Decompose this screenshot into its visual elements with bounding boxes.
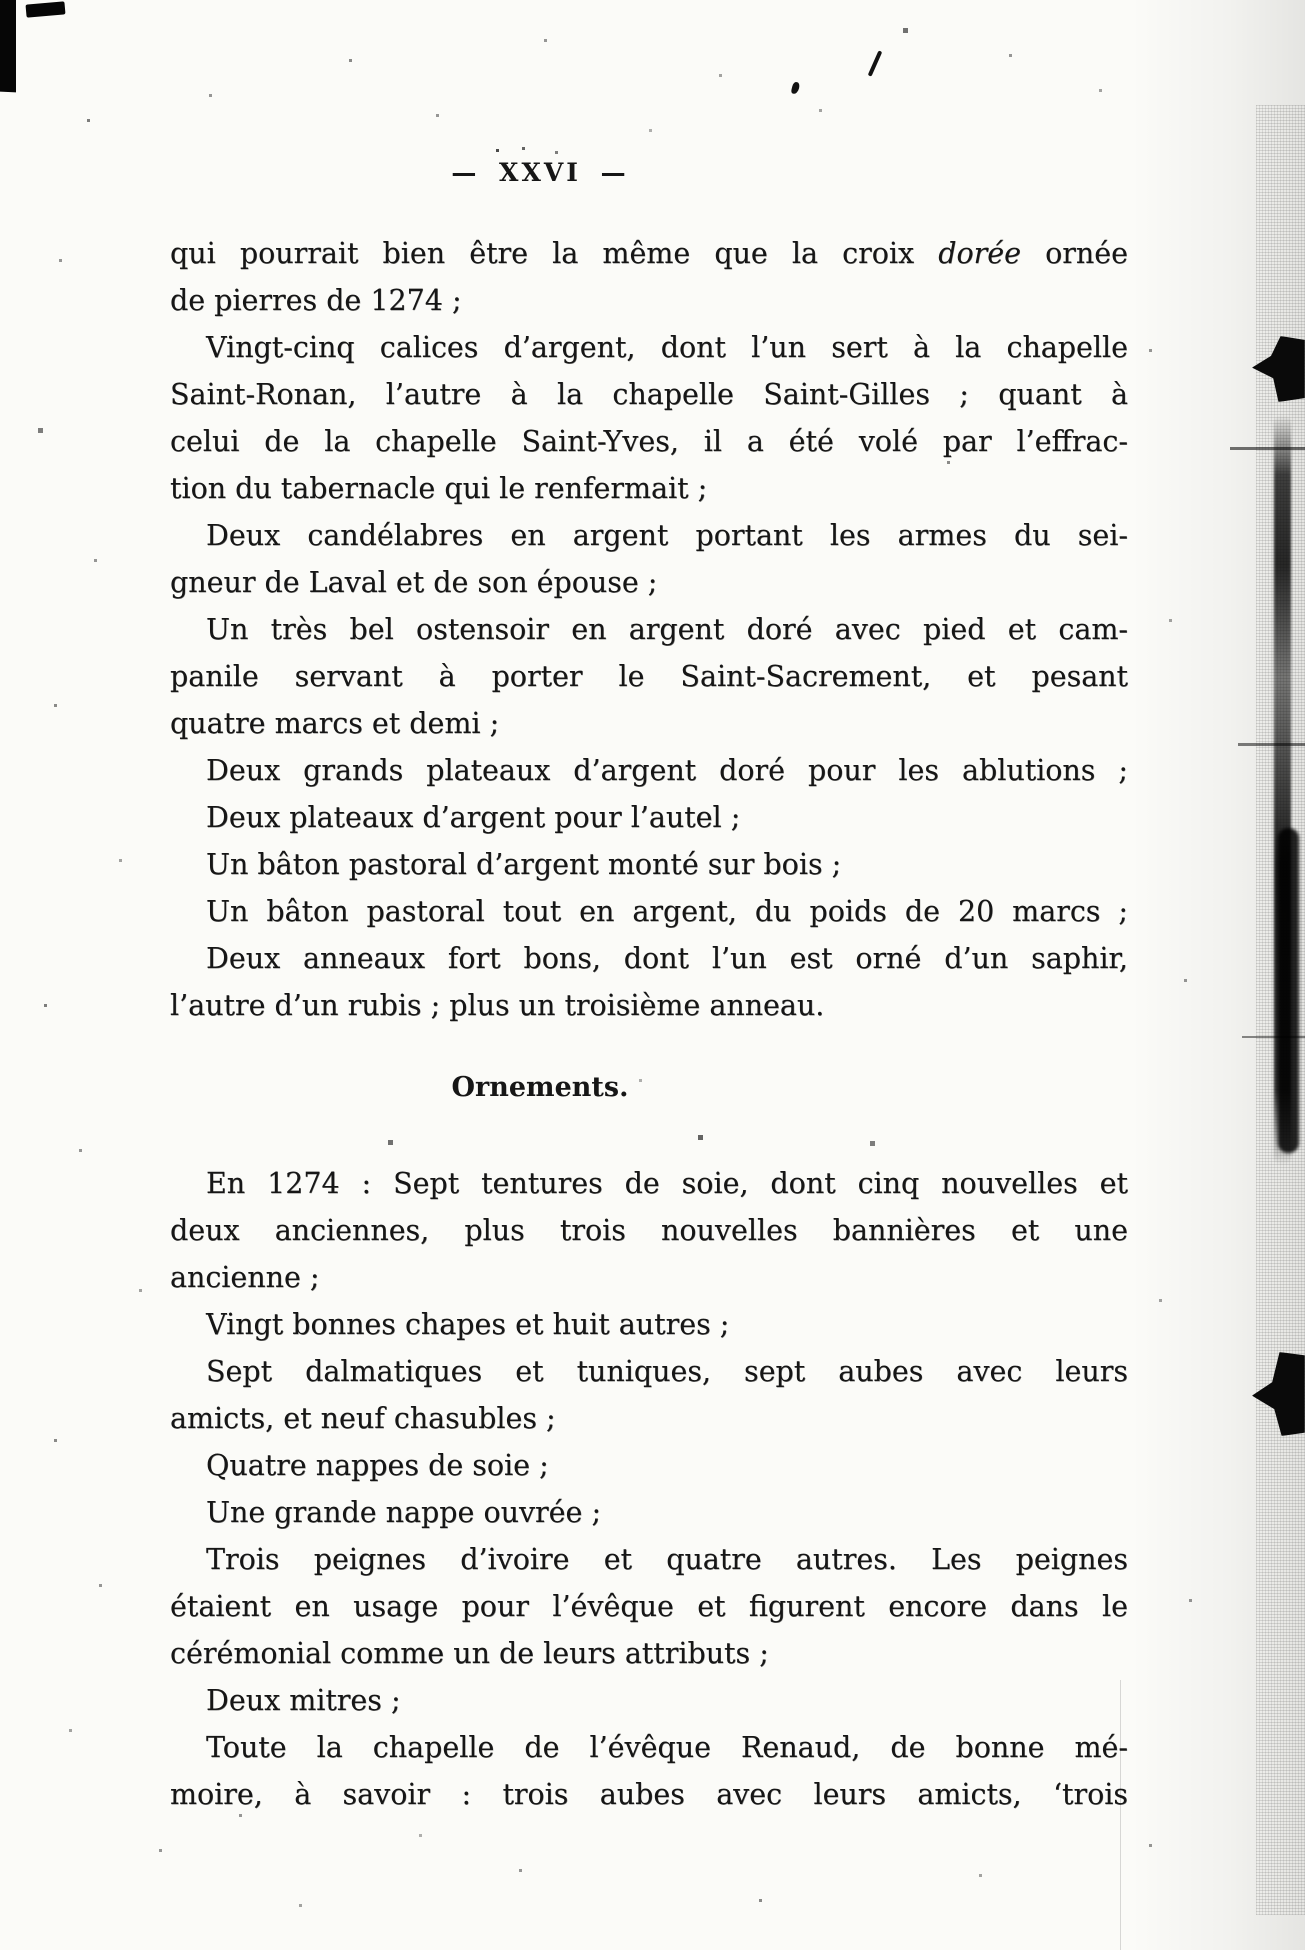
scan-hairline	[1238, 743, 1305, 746]
text-line: Une grande nappe ouvrée ;	[206, 1496, 602, 1529]
text-line: Toute la chapelle de l’évêque Renaud, de bonne mé-	[206, 1731, 1128, 1764]
text-line: Trois peignes d’ivoire et quatre autres. Les peignes	[206, 1543, 1128, 1576]
paragraph-block-ornements	[170, 1160, 1128, 1818]
page-number: — XXVI —	[451, 158, 629, 187]
text-line	[170, 230, 1128, 277]
gutter-shadow-dark	[1278, 828, 1299, 1153]
paragraph-block-silverware	[170, 230, 1128, 1029]
text-line: étaient en usage pour l’évêque et figurent encore dans le	[170, 1590, 1128, 1623]
text-line: Un bâton pastoral tout en argent, du poids de 20 marcs ;	[206, 895, 1128, 928]
text-line: Deux mitres ;	[206, 1684, 401, 1717]
text-line: Deux anneaux fort bons, dont l’un est orné d’un saphir,	[206, 942, 1128, 975]
text-line: quatre marcs et demi ;	[170, 707, 500, 740]
text-line: moire, à savoir : trois aubes avec leurs amicts, ‘trois	[170, 1778, 1128, 1811]
text-line: amicts, et neuf chasubles ;	[170, 1402, 556, 1435]
corner-ink-mark	[0, 0, 16, 92]
text-line: Vingt bonnes chapes et huit autres ;	[206, 1308, 730, 1341]
text-line: tion du tabernacle qui le renfermait ;	[170, 472, 708, 505]
text-line: Deux grands plateaux d’argent doré pour les ablutions ;	[206, 754, 1128, 787]
text-line: Vingt-cinq calices d’argent, dont l’un sert à la chapelle	[206, 331, 1128, 364]
text-line: l’autre d’un rubis ; plus un troisième anneau.	[170, 989, 825, 1022]
italic-word: dorée	[938, 237, 1021, 270]
scan-hairline	[1242, 1036, 1305, 1038]
section-heading: Ornements.	[451, 1072, 629, 1103]
text-line: cérémonial comme un de leurs attributs ;	[170, 1637, 769, 1670]
stray-ink-comma	[791, 81, 801, 94]
line-text: qui pourrait bien être la même que la croix	[170, 237, 939, 270]
text-line: panile servant à porter le Saint-Sacrement, et pesant	[170, 660, 1128, 693]
text-line: celui de la chapelle Saint-Yves, il a été volé par l’effrac-	[170, 425, 1128, 458]
text-line: deux anciennes, plus trois nouvelles bannières et une	[170, 1214, 1128, 1247]
text-line: Deux candélabres en argent portant les armes du sei-	[206, 519, 1128, 552]
text-line: Un bâton pastoral d’argent monté sur bois ;	[206, 848, 842, 881]
text-line: de pierres de 1274 ;	[170, 284, 462, 317]
text-line: Deux plateaux d’argent pour l’autel ;	[206, 801, 741, 834]
text-line: En 1274 : Sept tentures de soie, dont cinq nouvelles et	[206, 1167, 1128, 1200]
ink-specks	[0, 0, 1, 1]
line-text: ornée	[1020, 237, 1128, 270]
text-line: ancienne ;	[170, 1261, 320, 1294]
text-line: Quatre nappes de soie ;	[206, 1449, 549, 1482]
text-line: Un très bel ostensoir en argent doré avec pied et cam-	[206, 613, 1128, 646]
text-line: Sept dalmatiques et tuniques, sept aubes avec leurs	[206, 1355, 1128, 1388]
corner-ink-tick	[26, 1, 66, 17]
stray-ink-slash	[868, 50, 883, 76]
text-line: gneur de Laval et de son épouse ;	[170, 566, 658, 599]
scan-hairline	[1230, 447, 1305, 450]
text-line: Saint-Ronan, l’autre à la chapelle Saint-Gilles ; quant à	[170, 378, 1128, 411]
